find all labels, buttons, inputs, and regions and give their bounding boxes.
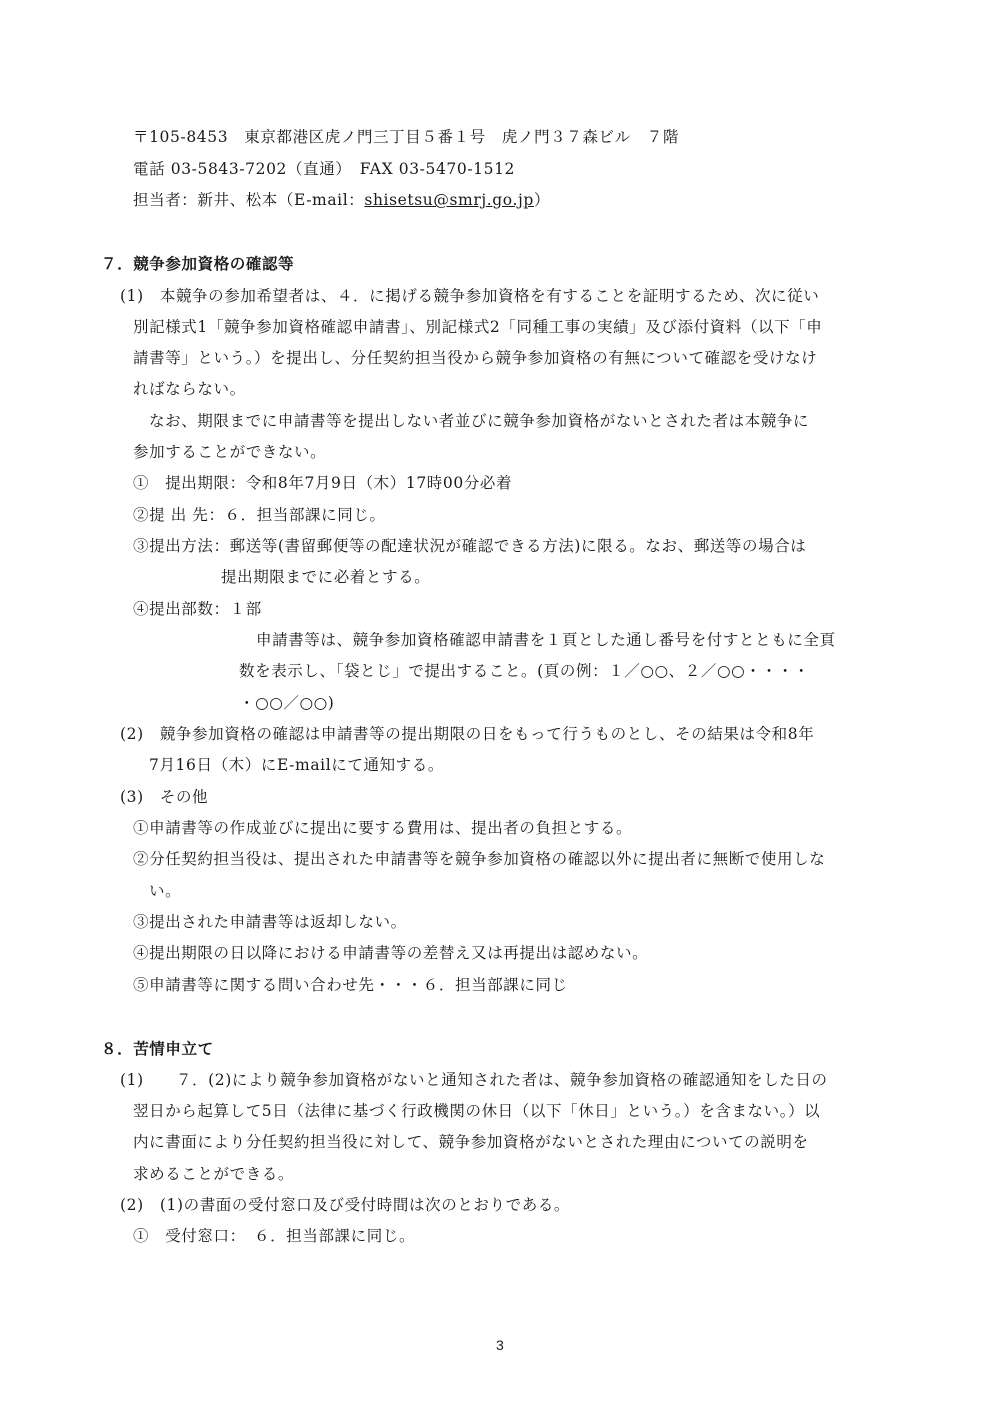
submission-destination: ②提 出 先：６．担当部課に同じ。 xyxy=(133,506,386,524)
section8-item1-line: 内に書面により分任契約担当役に対して、競争参加資格がないとされた理由についての説明を xyxy=(133,1133,809,1151)
contact-person-suffix: ） xyxy=(533,191,551,209)
section7-item1-line: 別記様式1「競争参加資格確認申請書」、別記様式2「同種工事の実績」及び添付資料（以下「申 xyxy=(133,318,823,336)
section7-item1-line: なお、期限までに申請書等を提出しない者並びに競争参加資格がないとされた者は本競争に xyxy=(149,412,810,430)
reception-window: ① 受付窓口： ６．担当部課に同じ。 xyxy=(133,1227,416,1245)
section8-item1-line: 翌日から起算して5日（法律に基づく行政機関の休日（以下「休日」という。）を含まない。）以 xyxy=(133,1102,821,1120)
contact-address: 〒105-8453 東京都港区虎ノ門三丁目５番１号 虎ノ門３７森ビル ７階 xyxy=(133,128,679,146)
submission-copies-note: 申請書等は、競争参加資格確認申請書を１頁とした通し番号を付すとともに全頁 xyxy=(256,631,836,649)
section7-item2-line: (2) 競争参加資格の確認は申請書等の提出期限の日をもって行うものとし、その結果は令和8年 xyxy=(120,725,815,743)
contact-person xyxy=(133,189,550,211)
contact-email-link[interactable]: shisetsu@smrj.go.jp xyxy=(364,191,534,209)
section7-item1-line: (1) 本競争の参加希望者は、４．に掲げる競争参加資格を有することを証明するため、次に従い xyxy=(120,287,820,305)
submission-copies-note: 数を表示し、「袋とじ」で提出すること。(頁の例：１／○○、２／○○・・・・ xyxy=(239,662,810,680)
section8-title: ８．苦情申立て xyxy=(101,1040,214,1058)
section7-item3-line: ②分任契約担当役は、提出された申請書等を競争参加資格の確認以外に提出者に無断で使用しな xyxy=(133,850,826,868)
submission-deadline: ① 提出期限：令和8年7月9日（木）17時00分必着 xyxy=(133,474,513,492)
section8-item1-line: (1) ７．(2)により競争参加資格がないと通知された者は、競争参加資格の確認通知をした日の xyxy=(120,1071,828,1089)
page-number: 3 xyxy=(496,1337,505,1353)
section7-item3-label: (3) その他 xyxy=(120,788,209,806)
submission-copies-note: ・○○／○○) xyxy=(239,694,335,712)
section7-item3-line: ④提出期限の日以降における申請書等の差替え又は再提出は認めない。 xyxy=(133,944,649,962)
section7-item1-line: 参加することができない。 xyxy=(133,443,327,461)
contact-person-prefix: 担当者：新井、松本（E-mail： xyxy=(133,191,365,209)
section7-title: ７．競争参加資格の確認等 xyxy=(101,255,295,273)
submission-method: ③提出方法：郵送等(書留郵便等の配達状況が確認できる方法)に限る。なお、郵送等の場合は xyxy=(133,537,807,555)
section7-item3-line: ③提出された申請書等は返却しない。 xyxy=(133,913,407,931)
section7-item3-line: ①申請書等の作成並びに提出に要する費用は、提出者の負担とする。 xyxy=(133,819,633,837)
submission-copies: ④提出部数：１部 xyxy=(133,600,262,618)
section7-item3-line: い。 xyxy=(149,882,182,900)
contact-phone: 電話 03-5843-7202（直通） FAX 03-5470-1512 xyxy=(133,160,516,178)
section7-item3-line: ⑤申請書等に関する問い合わせ先・・・６．担当部課に同じ xyxy=(133,976,568,994)
section7-item1-line: ればならない。 xyxy=(133,380,246,398)
section7-item1-line: 請書等」という。）を提出し、分任契約担当役から競争参加資格の有無について確認を受けなけ xyxy=(133,349,818,367)
section7-item2-line: 7月16日（木）にE-mailにて通知する。 xyxy=(149,756,444,774)
section8-item1-line: 求めることができる。 xyxy=(133,1165,295,1183)
section8-item2-line: (2) (1)の書面の受付窓口及び受付時間は次のとおりである。 xyxy=(120,1196,571,1214)
submission-method-cont: 提出期限までに必着とする。 xyxy=(221,568,431,586)
